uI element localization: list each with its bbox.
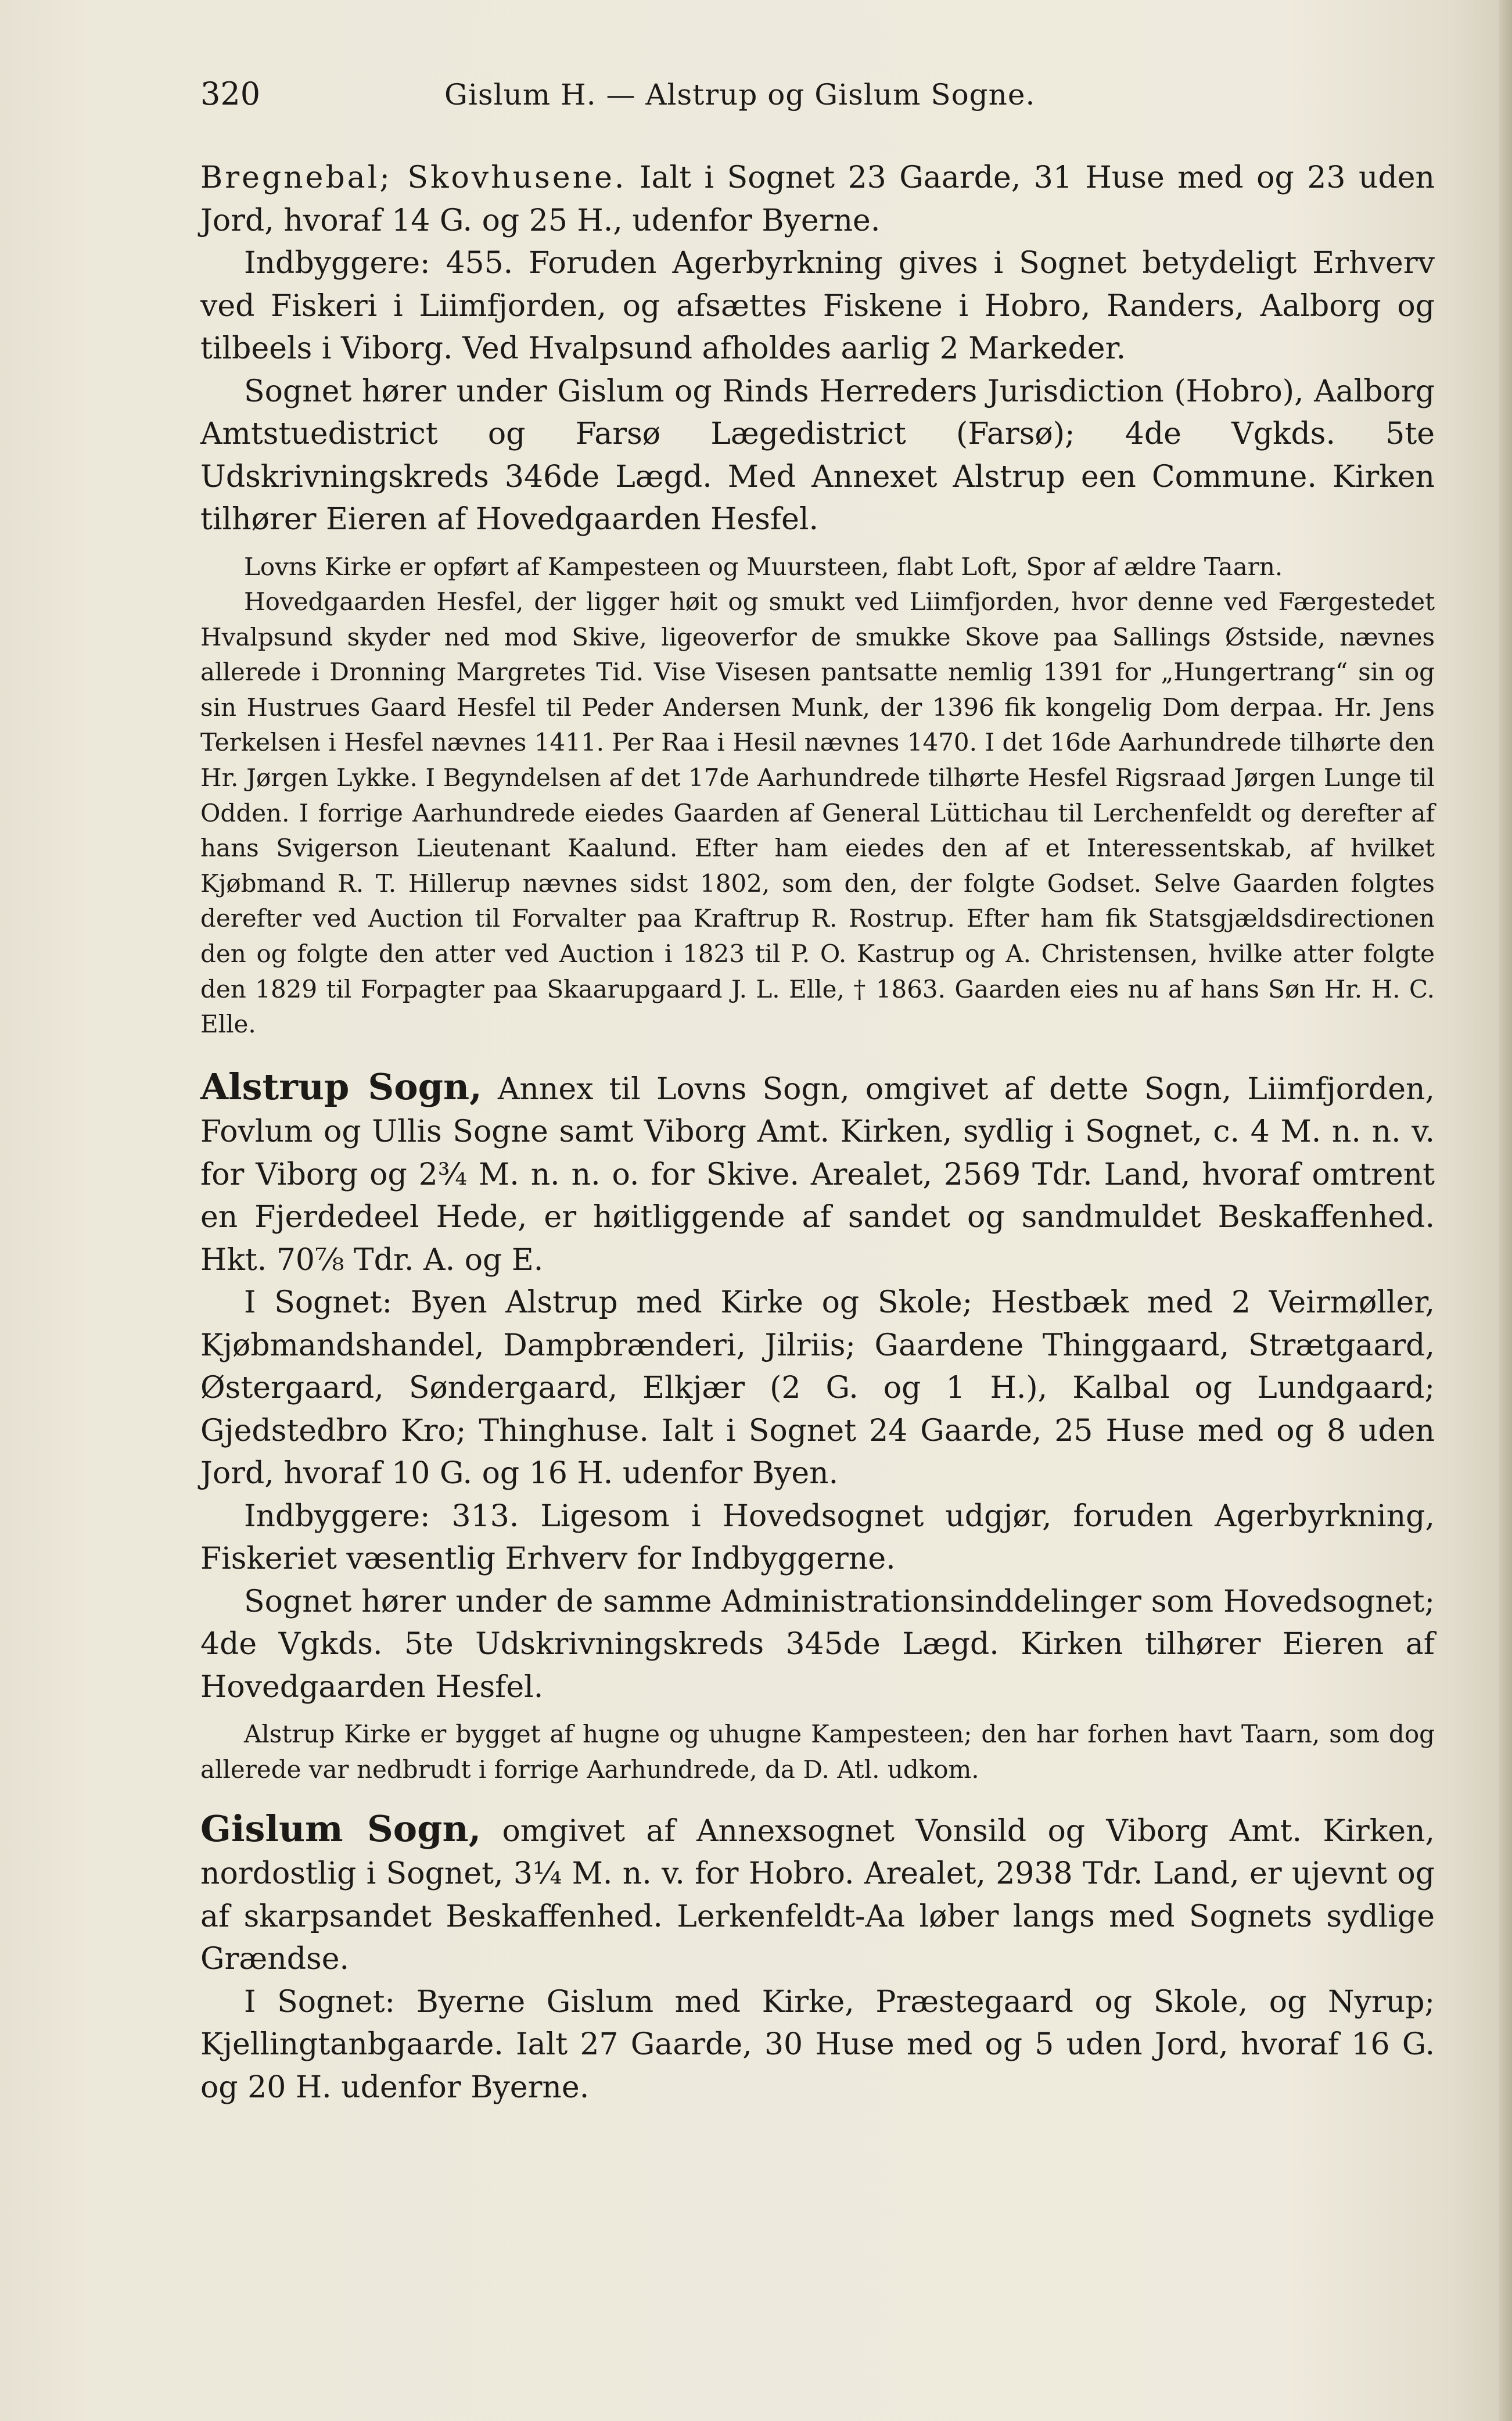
bregnebal-text: Ialt i Sognet 23 Gaarde, 31 Huse med og 23 uden Jord, hvoraf 14 G. og 25 H., udenfor Byerne. [200,160,1435,238]
spacer [200,541,1435,550]
alstrup-sogn-heading: Alstrup Sogn, [200,1065,482,1108]
paragraph-alstrup-inhabitants: Indbyggere: 313. Ligesom i Hovedsognet udgjør, foruden Agerbyrkning, Fiskeriet væsentlig Erhverv for Indbyggerne. [200,1498,1435,1577]
paragraph-gislum-places: I Sognet: Byerne Gislum med Kirke, Præstegaard og Skole, og Nyrup; Kjellingtanbgaarde. Ialt 27 Gaarde, 30 Huse med og 5 uden Jord, hvoraf 16 G. og 20 H. udenfor Byerne. [200,1984,1435,2105]
note-alstrup-church: Alstrup Kirke er bygget af hugne og uhugne Kampesteen; den har forhen havt Taarn, som dog allerede var nedbrudt i forrige Aarhundrede, da D. Atl. udkom. [200,1720,1435,1784]
paragraph-bregnebal [200,157,1435,242]
paragraph-inhabitants-lovns: Indbyggere: 455. Foruden Agerbyrkning gives i Sognet betydeligt Erhverv ved Fiskeri i Liimfjorden, og afsættes Fiskene i Hobro, Randers, Aalborg og tilbeels i Viborg. Ved Hvalpsund afholdes aarlig 2 Markeder. [200,246,1435,366]
paragraph-jurisdiction-lovns: Sognet hører under Gislum og Rinds Herreders Jurisdiction (Hobro), Aalborg Amtstuedistrict og Farsø Lægedistrict (Farsø); 4de Vgkds. 5te Udskrivningskreds 346de Lægd. Med Annexet Alstrup een Commune. Kirken tilhører Eieren af Hovedgaarden Hesfel. [200,374,1435,537]
gislum-intro-text: omgivet af Annexsognet Vonsild og Viborg Amt. Kirken, nordostlig i Sognet, 3¼ M. n. v. for Hobro. Arealet, 2938 Tdr. Land, er ujevnt og af skarpsandet Beskaffenhed. Lerkenfeldt-Aa løber langs med Sognets sydlige Grændse. [200,1813,1435,1977]
spacer [200,1709,1435,1717]
running-head: Gislum H. — Alstrup og Gislum Sogne. [444,78,1036,112]
paragraph-alstrup-places: I Sognet: Byen Alstrup med Kirke og Skole; Hestbæk med 2 Veirmøller, Kjøbmandshandel, Dampbrænderi, Jilriis; Gaardene Thinggaard, Strætgaard, Østergaard, Søndergaard, Elkjær (2 G. og 1 H.), Kalbal og Lundgaard; Gjedstedbro Kro; Thinghuse. Ialt i Sognet 24 Gaarde, 25 Huse med og 8 uden Jord, hvoraf 10 G. og 16 H. udenfor Byen. [200,1285,1435,1491]
gislum-sogn-heading: Gislum Sogn, [200,1807,482,1850]
page-binding-edge [1499,0,1512,2421]
spacer [200,1042,1435,1066]
paragraph-alstrup-administration: Sognet hører under de samme Administrationsinddelinger som Hovedsognet; 4de Vgkds. 5te Udskrivningskreds 345de Lægd. Kirken tilhører Eieren af Hovedgaarden Hesfel. [200,1584,1435,1705]
page-header [200,76,1435,122]
note-hesfel-manor: Hovedgaarden Hesfel, der ligger høit og smukt ved Liimfjorden, hvor denne ved Færgestedet Hvalpsund skyder ned mod Skive, ligeoverfor de smukke Skove paa Sallings Østside, nævnes allerede i Dronning Margretes Tid. Vise Visesen pantsatte nemlig 1391 for „Hungertrang“ sin og sin Hustrues Gaard Hesfel til Peder Andersen Munk, der 1396 fik kongelig Dom derpaa. Hr. Jens Terkelsen i Hesfel nævnes 1411. Per Raa i Hesil nævnes 1470. I det 16de Aarhundrede tilhørte den Hr. Jørgen Lykke. I Begyndelsen af det 17de Aarhundrede tilhørte Hesfel Rigsraad Jørgen Lunge til Odden. I forrige Aarhundrede eiedes Gaarden af General Lüttichau til Lerchenfeldt og derefter af hans Svigerson Lieutenant Kaalund. Efter ham eiedes den af et Interessentskab, af hvilket Kjøbmand R. T. Hillerup nævnes sidst 1802, som den, der folgte Godset. Selve Gaarden folgtes derefter ved Auction til Forvalter paa Kraftrup R. Rostrup. Efter ham fik Statsgjældsdirectionen den og folgte den atter ved Auction i 1823 til P. O. Kastrup og A. Christensen, hvilke atter folgte den 1829 til Forpagter paa Skaarupgaard J. L. Elle, † 1863. Gaarden eies nu af hans Søn Hr. H. C. Elle. [200,587,1435,1039]
paragraph-alstrup-intro [200,1066,1435,1282]
alstrup-intro-text: Annex til Lovns Sogn, omgivet af dette Sogn, Liimfjorden, Fovlum og Ullis Sogne samt Viborg Amt. Kirken, sydlig i Sognet, c. 4 M. n. n. v. for Viborg og 2¾ M. n. n. o. for Skive. Arealet, 2569 Tdr. Land, hvoraf omtrent en Fjerdedeel Hede, er høitliggende af sandet og sandmuldet Beskaffenhed. Hkt. 70⅞ Tdr. A. og E. [200,1071,1435,1278]
paragraph-gislum-intro [200,1807,1435,1981]
place-names-heading: Bregnebal; Skovhusene. [200,160,627,195]
page-number: 320 [200,76,261,112]
page-content [200,76,1435,2109]
spacer [200,1788,1435,1807]
note-lovns-church: Lovns Kirke er opført af Kampesteen og Muursteen, flabt Loft, Spor af ældre Taarn. [244,552,1283,581]
